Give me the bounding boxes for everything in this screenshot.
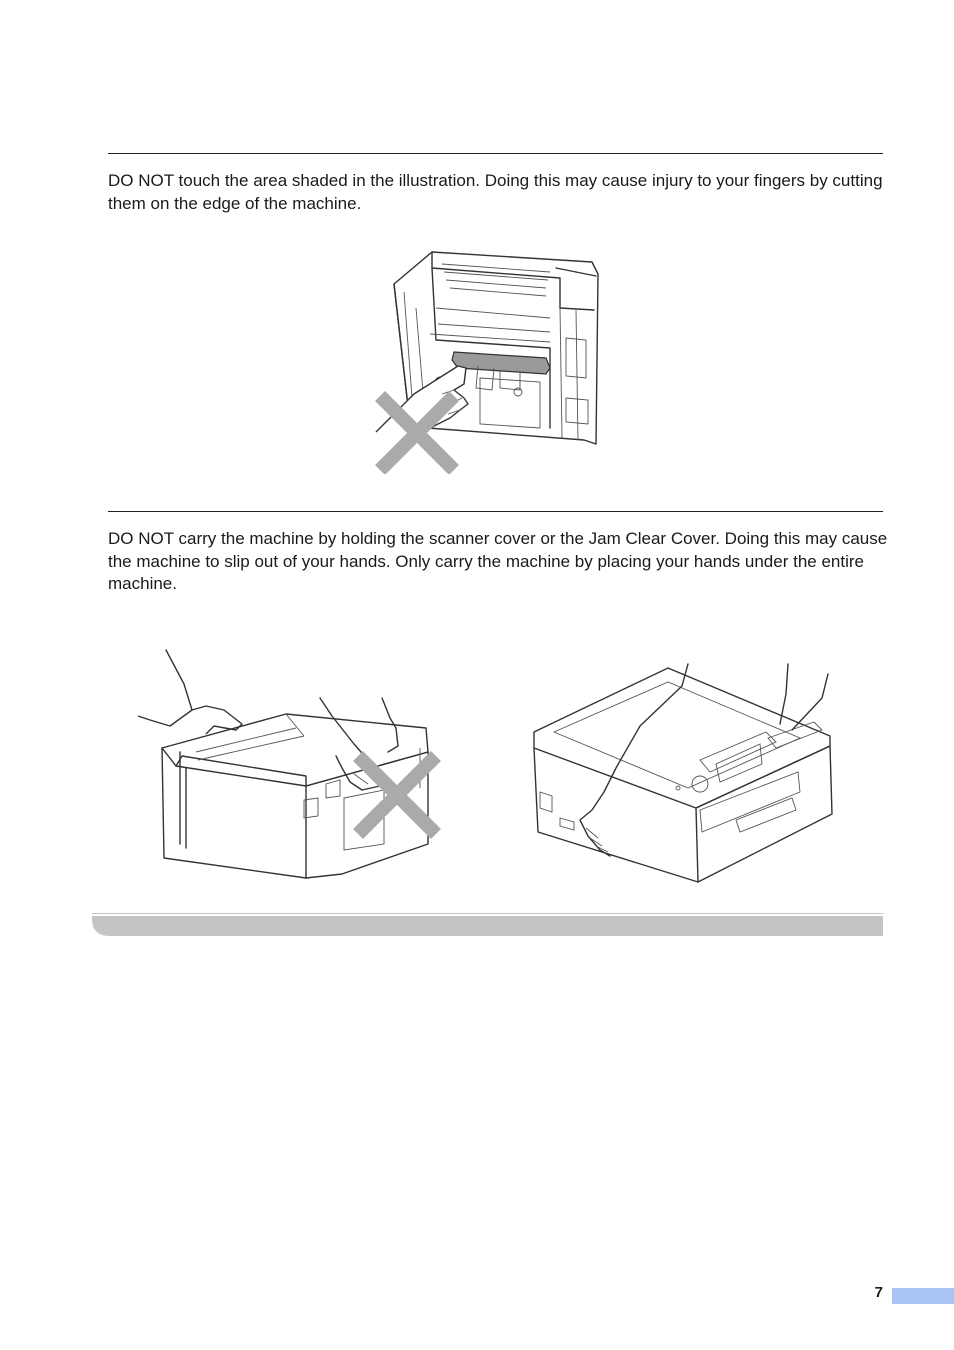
section-end-bar	[92, 913, 883, 936]
hands-drawing	[138, 650, 398, 790]
warning-text-carrying: DO NOT carry the machine by holding the scanner cover or the Jam Clear Cover. Doing this may cause the machine to slip out of your hands. Only carry the machine by placing your hands under the entire machine.	[108, 529, 888, 593]
prohibited-x-icon	[358, 756, 436, 834]
illustration-wrong-carry	[136, 648, 448, 882]
top-divider	[108, 153, 883, 154]
warning-text-finger-injury: DO NOT touch the area shaded in the illustration. Doing this may cause injury to your fingers by cutting them on the edge of the machine.	[108, 171, 883, 213]
middle-divider	[108, 511, 883, 512]
illustration-do-not-touch-shaded-area	[370, 248, 602, 474]
illustration-correct-carry	[530, 660, 836, 884]
page-number: 7	[874, 1284, 883, 1301]
shaded-hazard-area	[452, 352, 550, 374]
printer-front-drawing	[534, 668, 832, 882]
page-tab-marker	[892, 1288, 954, 1304]
